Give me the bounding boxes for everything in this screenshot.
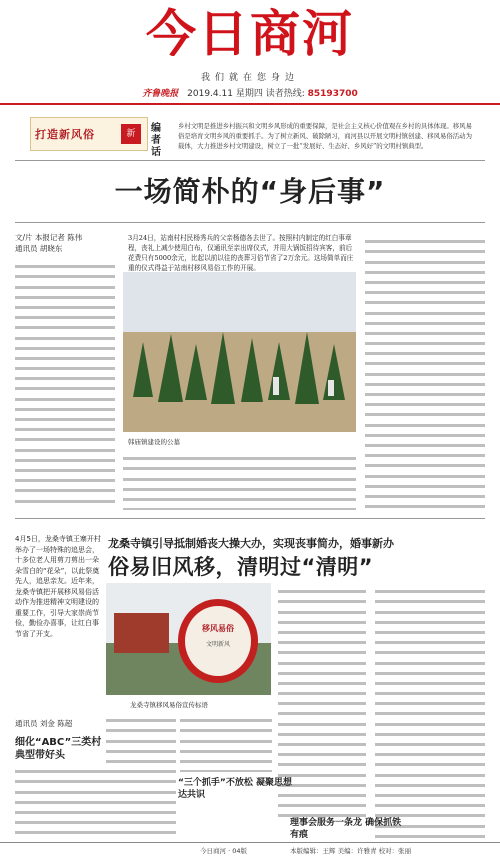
photo1-caption: 韩庙镇建设的公墓	[128, 438, 180, 446]
page-footer	[0, 846, 500, 858]
editor-label: 编者话	[151, 123, 161, 158]
issue-date: 2019.4.11	[187, 89, 233, 99]
story2-summary: 4月5日，龙桑寺镇王寨开村举办了一场特殊的追思会，十多位老人用剪刀剪出一朵朵雪白的“花朵”，以此祭奠先人，追思亲友。近年来，龙桑寺镇把开展移风易俗活动作为推进精神文明建设的重要工作，引导大家崇尚节俭，勤俭办喜事，让红白事节省了开支。	[15, 535, 101, 638]
masthead-title: 今日商河	[146, 5, 354, 63]
byline-correspondent: 通讯员 胡晓东	[15, 244, 63, 253]
story2-body-mid1	[106, 712, 176, 840]
hotline-label: 读者热线:	[265, 89, 305, 99]
subhead-mid: “三个抓手”不放松 凝聚思想达共识	[178, 778, 292, 800]
column-banner	[30, 117, 148, 151]
story2-body-col3	[375, 583, 485, 838]
board-text: 移风易俗	[202, 624, 234, 633]
hotline-number: 85193700	[307, 89, 358, 99]
issue-weekday: 星期四	[235, 89, 263, 99]
editor-note: 乡村文明是推进乡村振兴和文明乡风形成的重要保障，是社会主义核心价值观在乡村的具体体现。移风易俗是培育文明乡风的重要抓手。为了树立新风、破除陋习，商河县以开展文明村镇创建、移风易俗活动为载体，大力推进乡村文明建设，树立了一批“发展好、生态好、乡风好”的文明村镇典型。	[178, 122, 472, 150]
masthead-rule	[0, 103, 500, 105]
photo2-caption: 龙桑寺镇移风易俗宣传标语	[130, 701, 208, 709]
paper-name: 齐鲁晚报	[142, 89, 179, 99]
footer-rule	[0, 842, 500, 843]
story2-body-mid2	[180, 712, 272, 772]
masthead-slogan: 我们就在您身边	[200, 73, 299, 83]
story2-title: 俗易旧风移，清明过“清明”	[108, 555, 374, 579]
story1-body-col1	[15, 258, 115, 503]
story1-body-bottom	[123, 450, 356, 510]
story1-body-col4	[365, 233, 485, 515]
footer-left: 今日商河 · 04版	[200, 847, 247, 855]
board-subtext: 文明新风	[205, 641, 230, 648]
section-divider	[15, 160, 485, 161]
story2-byline: 通讯员 刘金 陈超	[15, 719, 73, 728]
story1-byline	[15, 232, 120, 254]
banner-seal: 新	[121, 124, 141, 144]
story2-kicker: 龙桑寺镇引导抵制婚丧大操大办，实现丧事简办，婚事新办	[108, 537, 394, 550]
headline-divider	[15, 222, 485, 223]
cemetery-photo	[123, 272, 356, 432]
masthead-meta	[0, 86, 500, 99]
story2-body-col1	[15, 763, 110, 841]
subhead-right: 理事会服务一条龙 确保抓铁有痕	[290, 818, 402, 840]
byline-reporter: 文/片 本报记者 陈伟	[15, 233, 83, 242]
story1-headline: 一场简朴的“身后事”	[114, 175, 386, 208]
banner-text: 打造新风俗	[35, 128, 95, 141]
footer-right: 本版编辑：王辉 美编：许雅青 校对：张丽	[290, 847, 412, 855]
story-divider	[15, 518, 485, 519]
subhead-left: 细化“ABC”三类村典型带好头	[15, 737, 102, 761]
slogan-board-photo	[106, 583, 271, 695]
story1-lead: 3月24日，站南村村民杨秀兵的父亲杨德各去世了。按照村内制定的红白事章程，丧礼上减少使用白布，仅通讯至亲出席仪式，并用大锅饭招待宾客，前后花费只有5000余元，比起以前以往的丧葬习俗节省了2万余元。这场简单而庄重的仪式得益于站南村移风易俗工作的开展。	[128, 234, 354, 272]
